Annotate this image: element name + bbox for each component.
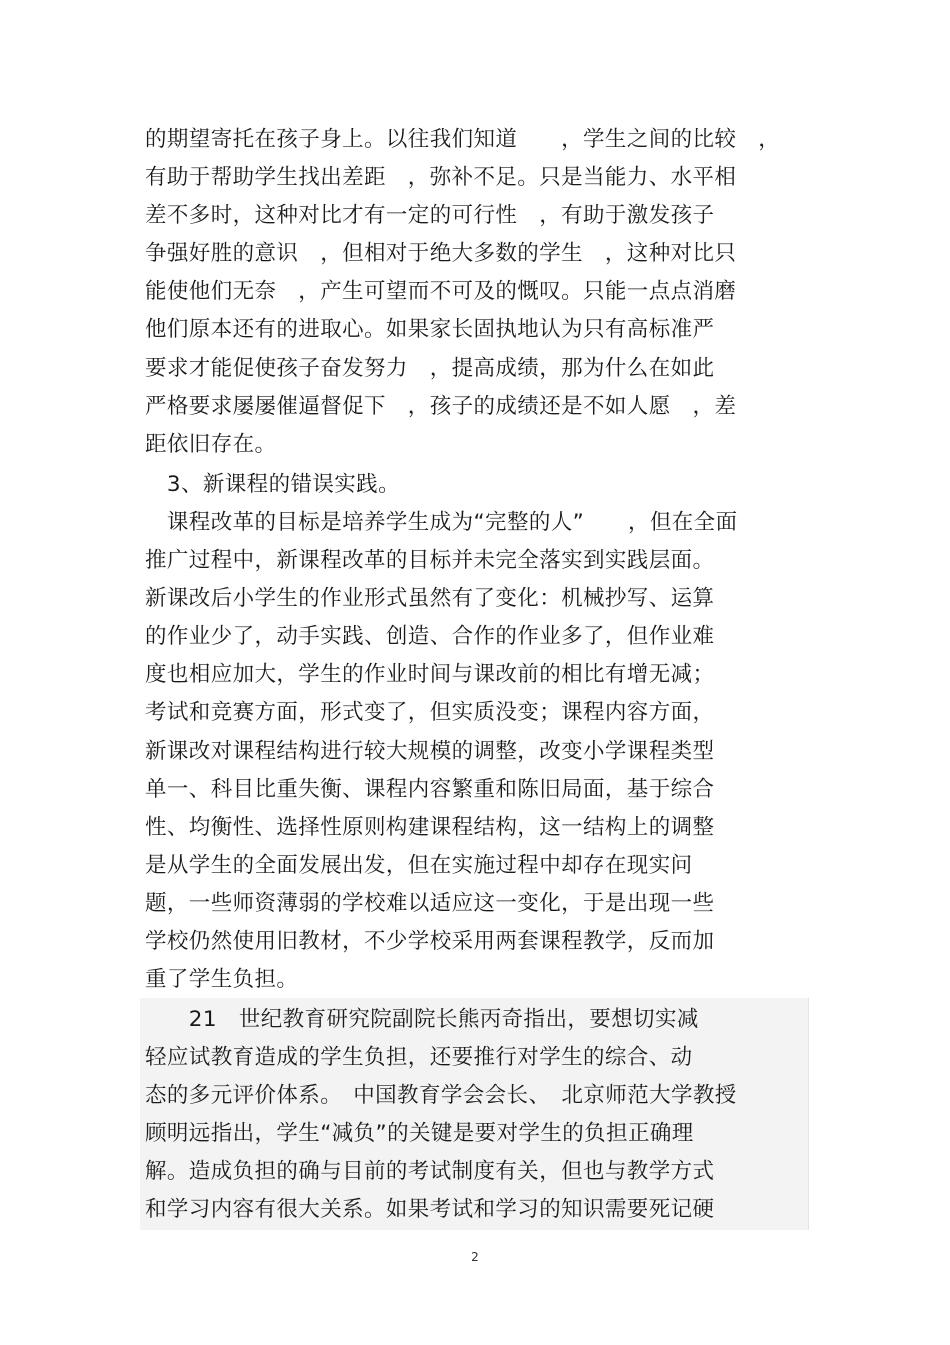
text-line: 要求才能促使孩子奋发努力 ，提高成绩，那为什么在如此 [145,356,715,381]
text-line: 他们原本还有的进取心。如果家长固执地认为只有高标准严 [145,317,715,342]
text-line: 严格要求屡屡催逼督促下 ，孩子的成绩还是不如人愿 ，差 [145,394,737,419]
text-line: 态的多元评价体系。 中国教育学会会长、 北京师范大学教授 [145,1083,737,1108]
text-line: 争强好胜的意识 ，但相对于绝大多数的学生 ，这种对比只 [145,241,737,266]
text-line: 21 世纪教育研究院副院长熊丙奇指出，要想切实减 [145,1007,699,1032]
text-line: 题，一些师资薄弱的学校难以适应这一变化，于是出现一些 [145,891,715,916]
text-line: 和学习内容有很大关系。如果考试和学习的知识需要死记硬 [145,1197,715,1222]
text-line: 性、均衡性、选择性原则构建课程结构，这一结构上的调整 [145,815,715,840]
page-number: 2 [471,1250,479,1264]
text-line: 课程改革的目标是培养学生成为“完整的人” ，但在全面 [145,510,738,535]
text-line: 新课改后小学生的作业形式虽然有了变化：机械抄写、运算 [145,586,715,611]
text-line: 考试和竞赛方面，形式变了，但实质没变；课程内容方面， [145,700,715,725]
text-line: 的期望寄托在孩子身上。以往我们知道 ，学生之间的比较 ， [145,127,781,152]
text-line: 推广过程中，新课程改革的目标并未完全落实到实践层面。 [145,548,715,573]
text-line: 重了学生负担。 [145,967,299,992]
text-line: 有助于帮助学生找出差距 ，弥补不足。只是当能力、水平相 [145,165,737,190]
text-line: 能使他们无奈 ，产生可望而不可及的慨叹。只能一点点消磨 [145,279,737,304]
text-line: 的作业少了，动手实践、创造、合作的作业多了，但作业难 [145,624,715,649]
text-line: 单一、科目比重失衡、课程内容繁重和陈旧局面，基于综合 [145,777,715,802]
text-line: 度也相应加大，学生的作业时间与课改前的相比有增无减； [145,662,715,687]
text-line: 是从学生的全面发展出发，但在实施过程中却存在现实问 [145,853,693,878]
text-line: 差不多时，这种对比才有一定的可行性 ，有助于激发孩子 [145,203,715,228]
text-line: 解。造成负担的确与目前的考试制度有关，但也与教学方式 [145,1159,715,1184]
text-line: 顾明远指出，学生“减负”的关键是要对学生的负担正确理 [145,1121,694,1146]
text-line: 轻应试教育造成的学生负担，还要推行对学生的综合、动 [145,1045,693,1070]
text-line: 学校仍然使用旧教材，不少学校采用两套课程教学，反而加 [145,929,715,954]
text-line: 新课改对课程结构进行较大规模的调整，改变小学课程类型 [145,739,715,764]
section-heading: 3、新课程的错误实践。 [145,472,400,497]
text-line: 距依旧存在。 [145,432,277,457]
